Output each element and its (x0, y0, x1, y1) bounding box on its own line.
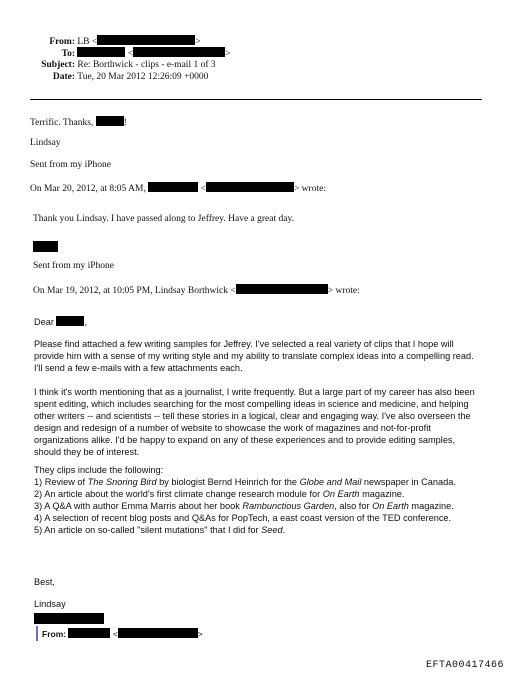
redaction (118, 628, 198, 638)
header-to-row: To: < > (0, 47, 230, 60)
reply2-wrote-line (33, 284, 360, 296)
reply1-sent-from: Sent from my iPhone (30, 160, 112, 170)
header-date-value: Tue, 20 Mar 2012 12:26:09 +0000 (77, 72, 209, 82)
reply1-signature: Lindsay (30, 138, 61, 148)
clip-item-4: 4) A selection of recent blog posts and Q&As for PopTech, a east coast version of the TED conference. (34, 513, 452, 523)
clip-item-2: 2) An article about the world's first climate change research module for On Earth magazine. (34, 489, 405, 499)
reply2-wrote-prefix: On Mar 19, 2012, at 10:05 PM, Lindsay Borthwick < (33, 286, 236, 296)
redaction (97, 35, 195, 45)
reply1-greeting-end: ! (123, 118, 127, 128)
reply2-signature-redaction (33, 238, 58, 256)
clip-item-3: 3) A Q&A with author Emma Marris about her book Rambunctious Garden, also for On Earth magazine. (34, 501, 454, 511)
reply1-greeting (30, 116, 127, 128)
reply2-wrote-suffix: > wrote: (327, 286, 360, 296)
header-subject-label: Subject: (41, 60, 75, 70)
header-to-label: To: (61, 49, 75, 59)
original-dear-end: , (84, 317, 88, 327)
redaction (34, 613, 104, 624)
document-id: EFTA00417466 (425, 660, 504, 671)
header-subject-row (0, 59, 216, 71)
clip-item-1: 1) Review of The Snoring Bird by biologist Bernd Heinrich for the Globe and Mail newspaper in Canada. (34, 477, 456, 487)
redaction (96, 116, 124, 126)
forward-from-label: From: (42, 629, 67, 639)
redaction (77, 47, 125, 57)
clips-intro: They clips include the following: (34, 465, 164, 475)
original-signature: Lindsay (34, 599, 66, 609)
header-divider (30, 99, 482, 100)
original-paragraph-1: Please find attached a few writing samples for Jeffrey. I've selected a real variety of clips that I hope will provide him with a sense of my writing style and my ability to translate complex ideas into a compelling read. I'll send a few e-mails with a few attachments each. (34, 339, 474, 373)
original-dear (34, 316, 87, 328)
redaction (68, 628, 110, 638)
original-dear-text: Dear (34, 317, 54, 327)
header-from-row: From: LB < > (0, 35, 201, 48)
header-from-label: From: (49, 37, 75, 47)
original-signature-redaction (34, 610, 104, 628)
original-closing: Best, (34, 577, 55, 587)
reply2-text: Thank you Lindsay. I have passed along to Jeffrey. Have a great day. (33, 214, 294, 224)
redaction (236, 284, 328, 294)
redaction (206, 182, 294, 192)
reply1-wrote-line: On Mar 20, 2012, at 8:05 AM, < > wrote: (30, 184, 326, 194)
original-clips-list (34, 464, 484, 536)
forward-from-row: From: < > (42, 629, 203, 639)
redaction (56, 316, 84, 326)
reply1-greeting-text: Terrific. Thanks, (30, 118, 94, 128)
original-paragraph-2: I think it's worth mentioning that as a journalist, I write frequently. But a large part of my career has also been spent editing, which includes searching for the most compelling ideas in science and medicine, and helping other writers -- and scientists -- tell these stories in a logical, clear and engaging way. I've also overseen the design and redesign of a number of website to showcase the work of magazines and not-for-profit organizations alike. I'd be happy to expand on any of these experiences and to provide editing samples, should they be of interest. (34, 387, 475, 457)
redaction (148, 182, 198, 192)
redaction (133, 47, 225, 57)
clip-item-5: 5) An article on so-called "silent mutations" that I did for Seed. (34, 525, 286, 535)
header-from-value: LB (77, 37, 90, 47)
header-date-label: Date: (52, 72, 75, 82)
reply1-wrote-suffix: > wrote: (293, 184, 326, 194)
header-subject-value: Re: Borthwick - clips - e-mail 1 of 3 (77, 60, 216, 70)
reply2-sent-from: Sent from my iPhone (33, 261, 115, 271)
reply1-wrote-prefix: On Mar 20, 2012, at 8:05 AM, (30, 184, 146, 194)
redaction (33, 241, 58, 252)
quote-bar (36, 626, 38, 641)
header-date-row (0, 71, 208, 83)
